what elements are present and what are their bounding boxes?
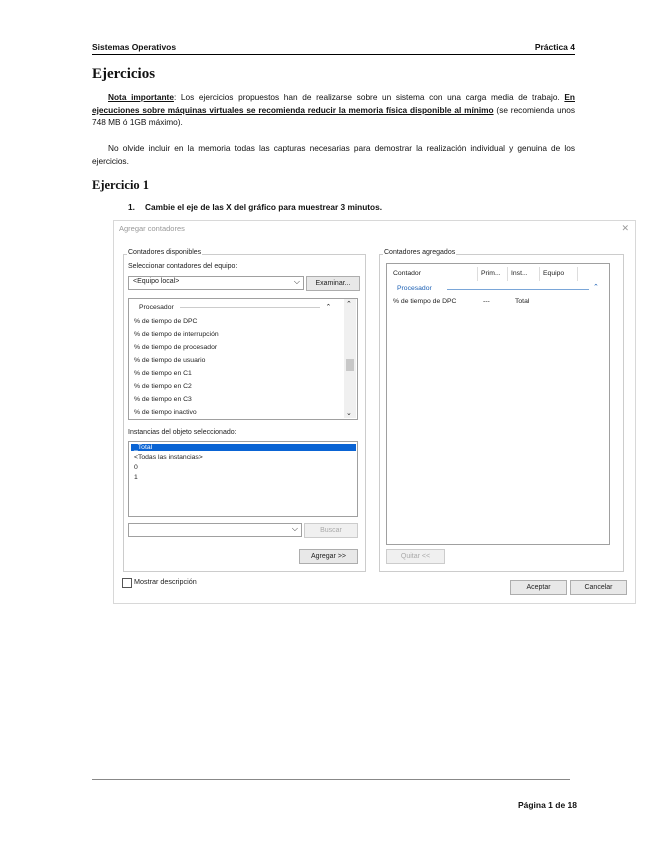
computer-select-value: <Equipo local> <box>133 278 180 285</box>
chevron-down-icon: ⌵ <box>291 524 298 533</box>
added-row-instance: Total <box>515 298 530 305</box>
note-text-1: : Los ejercicios propuestos han de realizarse sobre un sistema con una carga media de trabajo. <box>173 92 560 102</box>
search-button[interactable]: Buscar <box>304 523 358 538</box>
counter-list[interactable] <box>128 298 358 420</box>
column-divider <box>577 267 578 281</box>
column-divider <box>477 267 478 281</box>
counter-item[interactable]: % de tiempo inactivo <box>134 409 197 416</box>
ok-button[interactable]: Aceptar <box>510 580 567 595</box>
counter-category[interactable] <box>139 303 331 311</box>
column-divider <box>539 267 540 281</box>
page-number: Página 1 de 18 <box>517 800 577 810</box>
show-description-checkbox[interactable] <box>122 578 132 588</box>
scroll-up-icon[interactable]: ⌃ <box>346 301 352 308</box>
counter-item[interactable]: % de tiempo de DPC <box>134 318 198 325</box>
header-rule <box>92 54 575 55</box>
counter-item[interactable]: % de tiempo en C2 <box>134 383 192 390</box>
select-computer-label: Seleccionar contadores del equipo: <box>128 263 238 270</box>
note-text-2: (se recomienda unos 748 MB ó 1GB máximo). <box>92 104 575 127</box>
header-right: Práctica 4 <box>534 42 575 52</box>
chevron-up-icon[interactable]: ⌃ <box>325 304 332 311</box>
chevron-up-icon[interactable]: ⌃ <box>593 284 599 291</box>
add-button[interactable]: Agregar >> <box>299 549 358 564</box>
header-left: Sistemas Operativos <box>92 42 177 52</box>
note-underlined: En ejecuciones sobre máquinas virtuales se recomienda reducir la memoria física disponible al mínimo <box>92 92 575 115</box>
category-divider <box>447 289 589 290</box>
scroll-down-icon[interactable]: ⌄ <box>346 410 352 417</box>
available-counters-label: Contadores disponibles <box>128 249 202 256</box>
browse-button[interactable]: Examinar... <box>306 276 360 291</box>
close-icon[interactable]: ✕ <box>621 223 629 233</box>
list-item-number: 1. <box>128 202 135 212</box>
added-row-counter[interactable]: % de tiempo de DPC <box>393 298 457 305</box>
instance-item-selected[interactable]: _Total <box>131 444 356 451</box>
exercise-title: Ejercicio 1 <box>92 178 150 192</box>
category-divider <box>180 307 320 308</box>
instances-list[interactable] <box>128 441 358 517</box>
dialog-title: Agregar contadores <box>119 224 185 233</box>
remove-button[interactable]: Quitar << <box>386 549 445 564</box>
added-counters-label: Contadores agregados <box>384 249 456 256</box>
column-header-instance[interactable]: Inst... <box>511 270 528 277</box>
note-paragraph <box>92 91 575 129</box>
instances-label: Instancias del objeto seleccionado: <box>128 429 237 436</box>
note-label: Nota importante <box>108 92 174 102</box>
column-header-parent[interactable]: Prim... <box>481 270 501 277</box>
counter-item[interactable]: % de tiempo en C3 <box>134 396 192 403</box>
added-row-parent: --- <box>483 298 490 305</box>
column-divider <box>507 267 508 281</box>
added-counters-table[interactable] <box>386 263 610 545</box>
column-header-counter[interactable]: Contador <box>393 270 421 277</box>
instance-item[interactable]: <Todas las instancias> <box>134 454 203 461</box>
add-counters-dialog <box>113 220 636 604</box>
column-header-computer[interactable]: Equipo <box>543 270 565 277</box>
search-select[interactable] <box>128 523 302 537</box>
instructions-paragraph: No olvide incluir en la memoria todas las capturas necesarias para demostrar la realización individual y genuina de los ejercicios. <box>92 143 575 166</box>
counter-item[interactable]: % de tiempo de interrupción <box>134 331 219 338</box>
computer-select[interactable] <box>128 276 304 290</box>
added-category-label: Procesador <box>397 285 432 292</box>
cancel-button[interactable]: Cancelar <box>570 580 627 595</box>
chevron-down-icon: ⌵ <box>293 277 300 286</box>
instance-item[interactable]: 0 <box>134 464 138 471</box>
scroll-thumb[interactable] <box>346 359 354 371</box>
section-title: Ejercicios <box>92 66 156 82</box>
counter-item[interactable]: % de tiempo en C1 <box>134 370 192 377</box>
footer-rule <box>92 779 570 780</box>
counter-category-label: Procesador <box>139 304 174 311</box>
list-item-text: Cambie el eje de las X del gráfico para muestrear 3 minutos. <box>145 202 383 212</box>
added-category[interactable] <box>397 285 432 292</box>
counter-list-scrollbar[interactable] <box>344 299 356 418</box>
counter-item[interactable]: % de tiempo de procesador <box>134 344 218 351</box>
counter-item[interactable]: % de tiempo de usuario <box>134 357 206 364</box>
instance-item[interactable]: 1 <box>134 474 138 481</box>
show-description-label: Mostrar descripción <box>134 577 197 586</box>
